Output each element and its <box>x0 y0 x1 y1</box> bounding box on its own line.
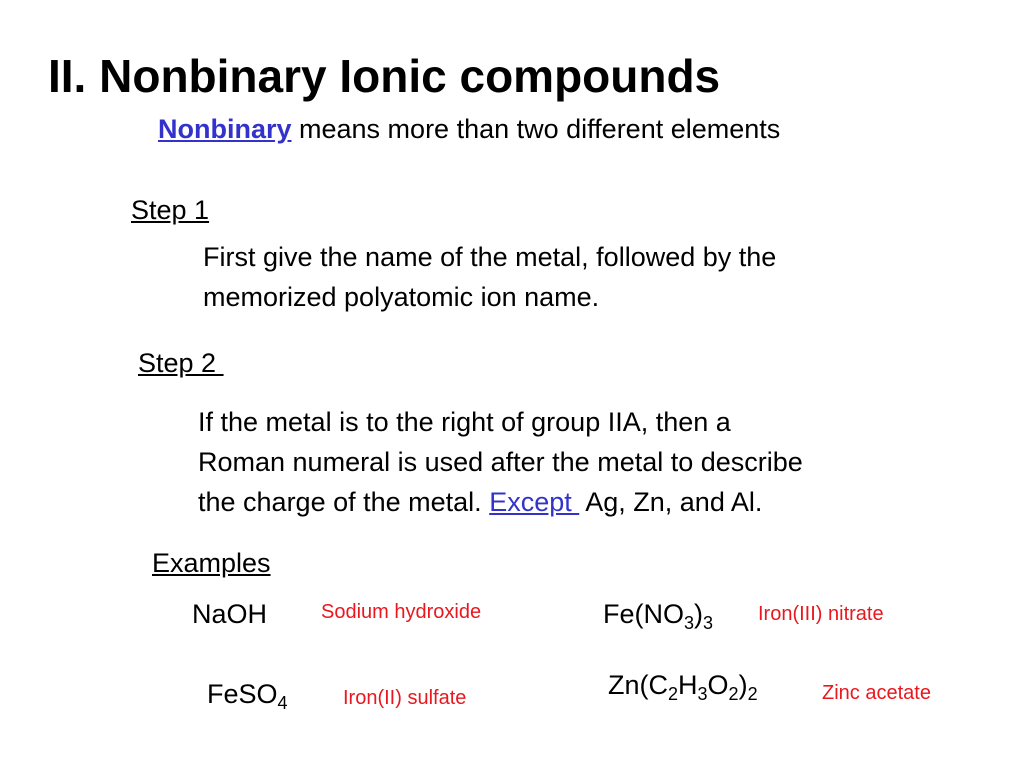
step2-line2: Roman numeral is used after the metal to describe <box>198 447 803 477</box>
step2-label: Step 2 <box>138 348 224 378</box>
step1-label: Step 1 <box>131 195 210 225</box>
step1-line2: memorized polyatomic ion name. <box>203 282 600 312</box>
formula-part: ) <box>694 599 704 629</box>
step2-line1: If the metal is to the right of group IIA, then a <box>198 407 731 437</box>
formula-naoh: NaOH <box>192 599 268 629</box>
formula-subscript: 2 <box>668 684 679 704</box>
formula-zn-acetate <box>608 668 758 702</box>
formula-fe-no3-3 <box>603 597 713 631</box>
name-iron-iii-nitrate: Iron(III) nitrate <box>758 603 884 625</box>
formula-subscript: 2 <box>728 684 739 704</box>
formula-subscript: 4 <box>277 693 288 713</box>
formula-subscript: 3 <box>697 684 708 704</box>
step1-text <box>203 237 963 317</box>
formula-subscript: 3 <box>703 613 714 633</box>
formula-subscript: 3 <box>684 613 695 633</box>
subtitle-text: means more than two different elements <box>291 114 781 144</box>
formula-part: Fe(NO <box>603 599 684 629</box>
slide-title: II. Nonbinary Ionic compounds <box>48 50 721 102</box>
step2-line3-after: Ag, Zn, and Al. <box>579 487 763 517</box>
formula-part: FeSO <box>207 679 278 709</box>
step2-line3 <box>198 482 998 522</box>
formula-part: Zn(C <box>608 670 668 700</box>
formula-feso4 <box>207 677 288 711</box>
formula-part: H <box>678 670 698 700</box>
name-sodium-hydroxide: Sodium hydroxide <box>321 601 482 623</box>
name-iron-ii-sulfate: Iron(II) sulfate <box>343 687 467 709</box>
except-link[interactable]: Except <box>489 487 580 517</box>
step1-line1: First give the name of the metal, followed by the <box>203 242 777 272</box>
nonbinary-keyword: Nonbinary <box>158 114 292 144</box>
formula-part: O <box>707 670 729 700</box>
examples-label: Examples <box>152 548 271 578</box>
step2-line3-before: the charge of the metal. <box>198 487 490 517</box>
formula-part: ) <box>738 670 748 700</box>
formula-subscript: 2 <box>747 684 758 704</box>
subtitle <box>158 112 780 146</box>
step2-text <box>198 402 998 522</box>
name-zinc-acetate: Zinc acetate <box>822 682 931 704</box>
